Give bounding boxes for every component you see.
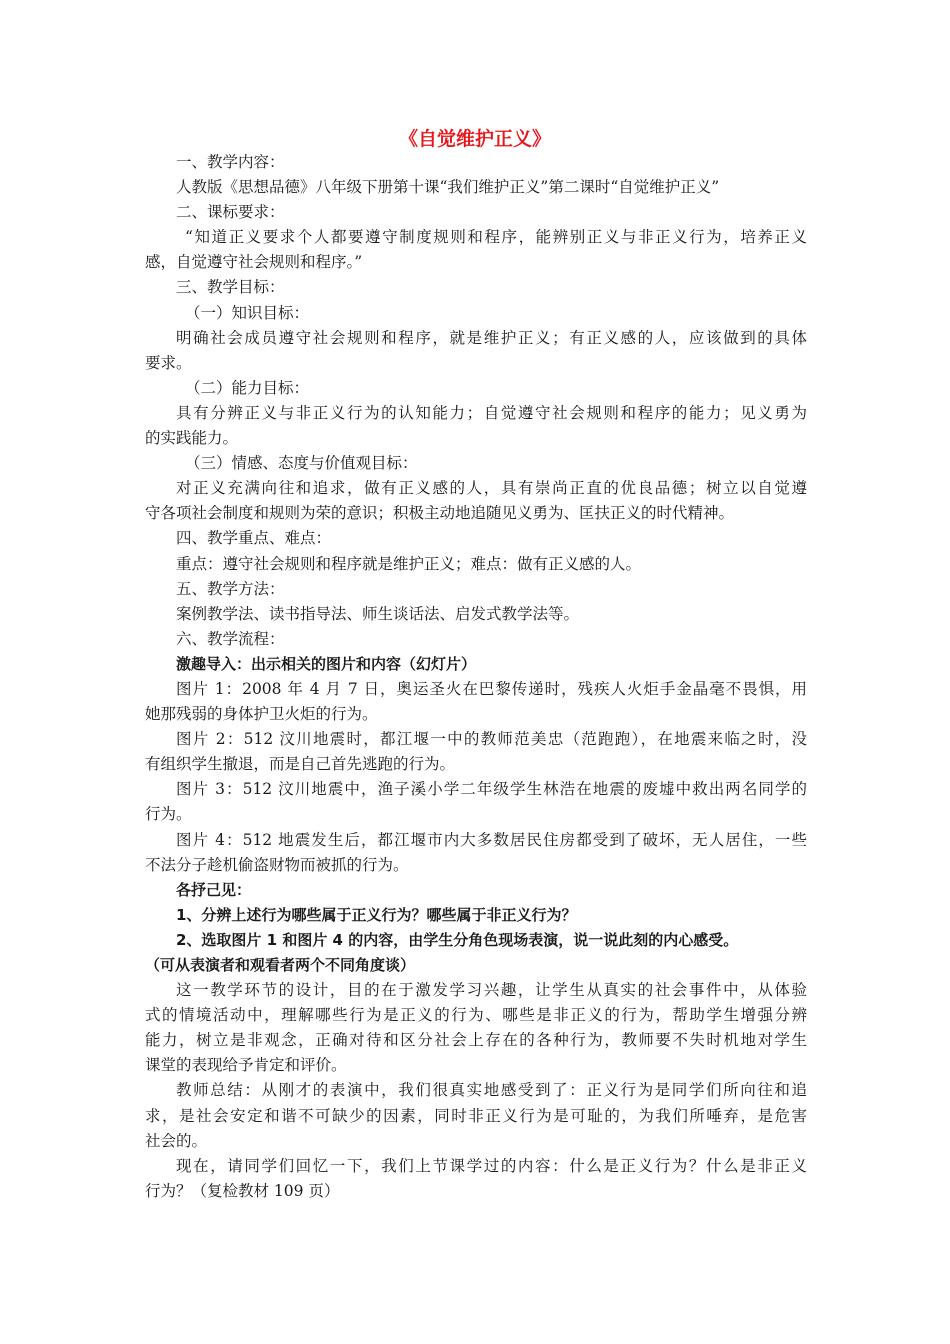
paragraph-line: 的实践能力。: [145, 429, 239, 448]
paragraph-line: 图片 3：512 汶川地震中，渔子溪小学二年级学生林浩在地震的废墟中救出两名同学的: [176, 780, 807, 799]
paragraph-line: 行为。: [145, 805, 192, 824]
section-heading-process: 六、教学流程：: [176, 629, 285, 648]
paragraph-line: 人教版《思想品德》八年级下册第十课“我们维护正义”第二课时“自觉维护正义”: [176, 178, 720, 197]
bold-heading-intro: 激趣导入：出示相关的图片和内容（幻灯片）: [176, 654, 477, 673]
section-heading-methods: 五、教学方法：: [176, 579, 285, 598]
bold-question-2-note: （可从表演者和观看者两个不同角度谈）: [145, 956, 416, 974]
paragraph-line: 图片 4：512 地震发生后，都江堰市内大多数居民住房都受到了破坏，无人居住，一些: [176, 830, 807, 849]
bold-question-1: 1、分辨上述行为哪些属于正义行为？哪些属于非正义行为？: [176, 905, 577, 924]
paragraph-line: 式的情境活动中，理解哪些行为是正义的行为、哪些是非正义的行为，帮助学生增强分辨: [145, 1006, 807, 1025]
paragraph-line: 图片 1：2008 年 4 月 7 日，奥运圣火在巴黎传递时，残疾人火炬手金晶毫不畏惧，用: [176, 679, 807, 698]
bold-heading-opinions: 各抒己见：: [176, 880, 252, 899]
paragraph-line: 要求。: [145, 353, 192, 372]
paragraph-line: 社会的。: [145, 1131, 208, 1150]
subheading-knowledge: （一）知识目标：: [185, 303, 310, 322]
paragraph-line: 具有分辨正义与非正义行为的认知能力；自觉遵守社会规则和程序的能力；见义勇为: [176, 403, 807, 422]
paragraph-line: 案例教学法、读书指导法、师生谈话法、启发式教学法等。: [176, 604, 580, 623]
paragraph-line: “知道正义要求个人都要遵守制度规则和程序，能辨别正义与非正义行为，培养正义: [185, 228, 807, 247]
document-body: [145, 150, 807, 1204]
paragraph-line: 感，自觉遵守社会规则和程序。”: [145, 253, 363, 272]
section-heading-standards: 二、课标要求：: [176, 203, 285, 222]
paragraph-line: 行为？（复检教材 109 页）: [145, 1181, 340, 1200]
paragraph-line: 这一教学环节的设计，目的在于激发学习兴趣，让学生从真实的社会事件中，从体验: [176, 981, 807, 1000]
subheading-emotion: （三）情感、态度与价值观目标：: [185, 454, 418, 473]
subheading-ability: （二）能力目标：: [185, 378, 310, 397]
paragraph-line: 明确社会成员遵守社会规则和程序，就是维护正义；有正义感的人，应该做到的具体: [176, 328, 807, 347]
paragraph-line: 图片 2：512 汶川地震时，都江堰一中的教师范美忠（范跑跑），在地震来临之时，没: [176, 730, 807, 749]
paragraph-line: 求，是社会安定和谐不可缺少的因素，同时非正义行为是可耻的，为我们所唾弃，是危害: [145, 1106, 807, 1125]
paragraph-line: 有组织学生撤退，而是自己首先逃跑的行为。: [145, 755, 456, 774]
paragraph-line: 不法分子趁机偷盗财物而被抓的行为。: [145, 855, 409, 874]
document-title: 《自觉维护正义》: [398, 128, 551, 150]
section-heading-focus: 四、教学重点、难点：: [176, 529, 332, 548]
paragraph-line: 课堂的表现给予肯定和评价。: [145, 1056, 347, 1075]
paragraph-line: 她那残弱的身体护卫火炬的行为。: [145, 705, 378, 724]
paragraph-line: 现在，请同学们回忆一下，我们上节课学过的内容：什么是正义行为？什么是非正义: [176, 1156, 807, 1175]
paragraph-line: 能力，树立是非观念，正确对待和区分社会上存在的各种行为，教师要不失时机地对学生: [145, 1031, 807, 1050]
paragraph-line: 教师总结：从刚才的表演中，我们很真实地感受到了：正义行为是同学们所向往和追: [176, 1081, 807, 1100]
paragraph-line: 守各项社会制度和规则为荣的意识；积极主动地追随见义勇为、匡扶正义的时代精神。: [145, 504, 735, 523]
bold-question-2: 2、选取图片 1 和图片 4 的内容，由学生分角色现场表演，说一说此刻的内心感受。: [176, 930, 739, 949]
paragraph-line: 重点：遵守社会规则和程序就是维护正义；难点：做有正义感的人。: [176, 554, 642, 573]
section-heading-goals: 三、教学目标：: [176, 278, 285, 297]
section-heading-content: 一、教学内容：: [176, 153, 285, 171]
paragraph-line: 对正义充满向往和追求，做有正义感的人，具有崇尚正直的优良品德；树立以自觉遵: [176, 479, 807, 498]
